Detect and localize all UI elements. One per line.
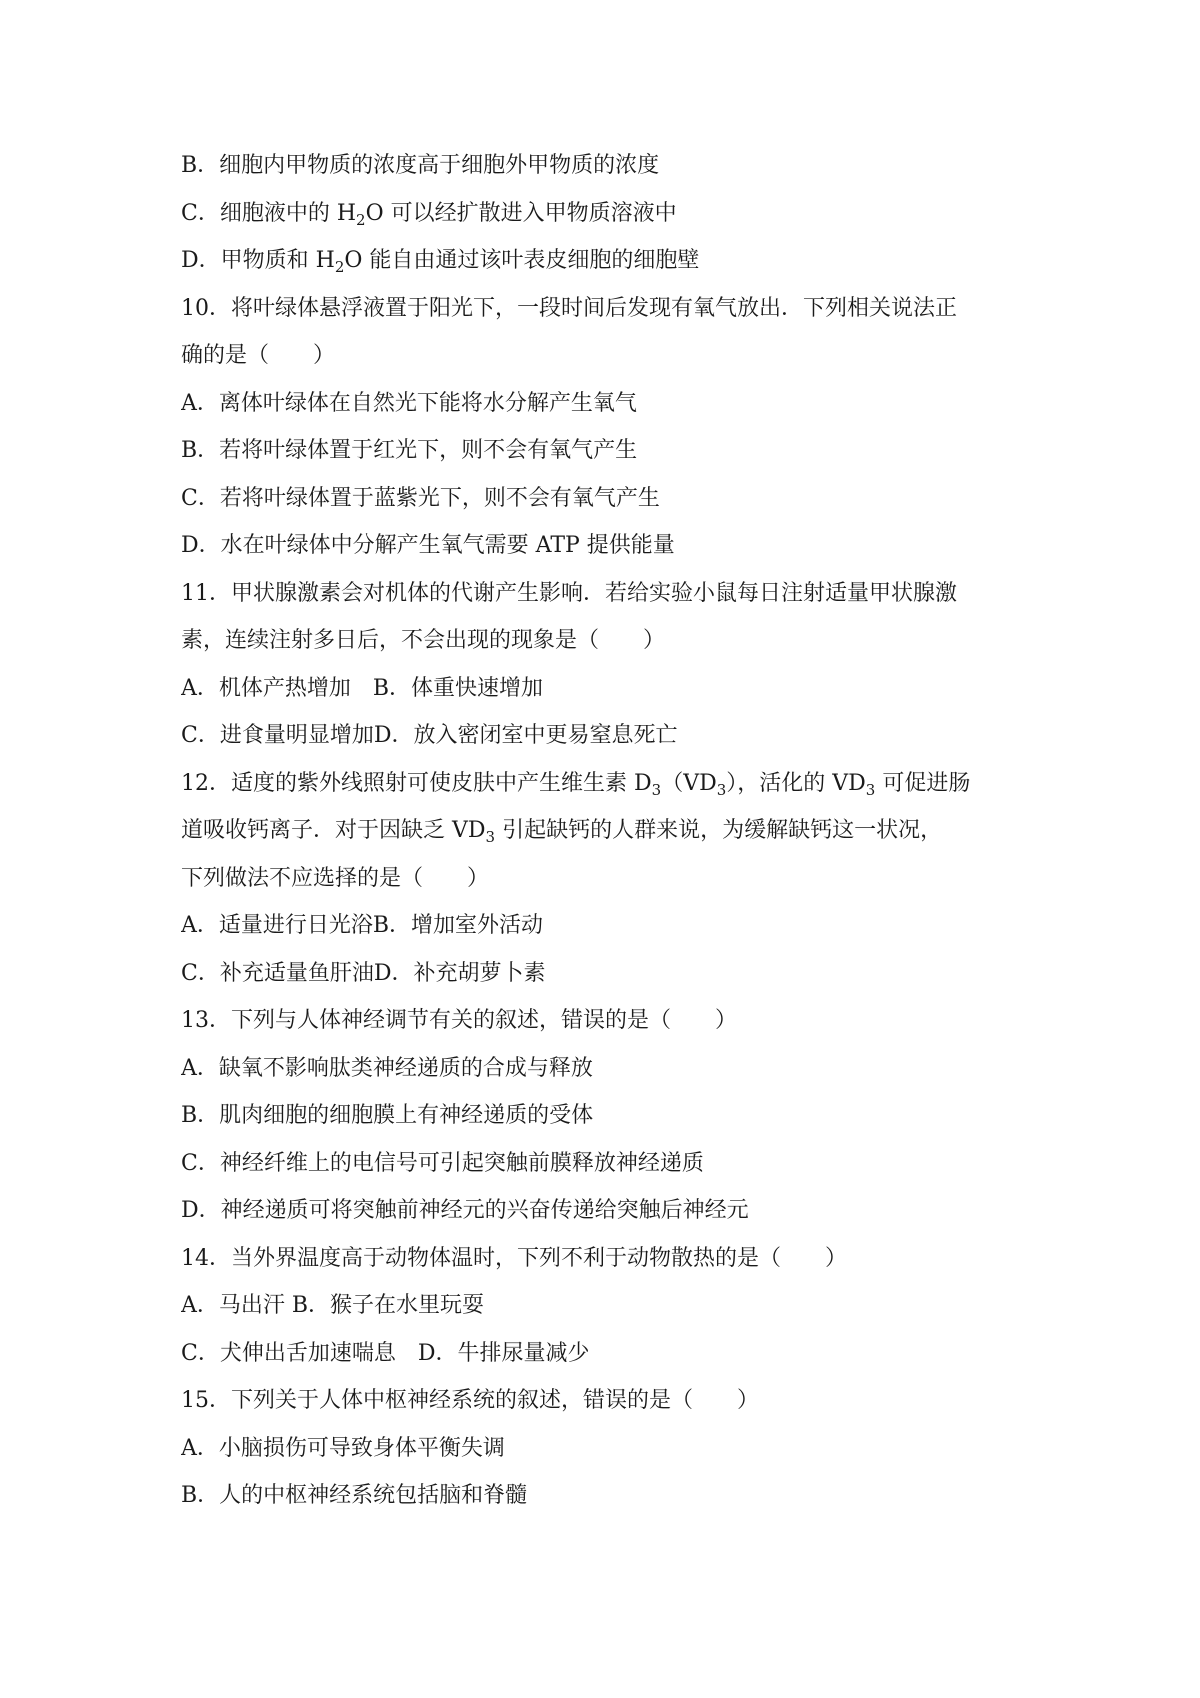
line-text: A．适量进行日光浴B．增加室外活动 (181, 913, 544, 938)
text-line (181, 1003, 1081, 1051)
line-text: 引起缺钙的人群来说，为缓解缺钙这一状况， (495, 818, 943, 843)
line-text: 14．当外界温度高于动物体温时，下列不利于动物散热的是（ ） (181, 1245, 847, 1271)
text-line (181, 291, 1081, 339)
line-text: 确的是（ ） (181, 343, 336, 368)
text-line (181, 1336, 1081, 1384)
text-line (181, 1241, 1081, 1289)
line-text: C．进食量明显增加D．放入密闭室中更易窒息死亡 (181, 723, 678, 748)
line-text: ），活化的 VD (726, 770, 866, 796)
text-line (181, 623, 1081, 671)
line-text: O 能自由通过该叶表皮细胞的细胞壁 (344, 248, 700, 273)
line-text: 素，连续注射多日后，不会出现的现象是（ ） (181, 628, 666, 653)
line-text: 11．甲状腺激素会对机体的代谢产生影响．若给实验小鼠每日注射适量甲状腺激 (181, 580, 957, 606)
line-text: B．若将叶绿体置于红光下，则不会有氧气产生 (181, 438, 638, 463)
text-line (181, 528, 1081, 576)
subscript-text: 3 (651, 780, 662, 799)
line-text: C．犬伸出舌加速喘息 D．牛排尿量减少 (181, 1340, 590, 1366)
subscript-text: 3 (865, 780, 876, 799)
line-text: A．马出汗 B．猴子在水里玩耍 (181, 1293, 485, 1318)
line-text: A．离体叶绿体在自然光下能将水分解产生氧气 (181, 390, 637, 416)
text-line (181, 861, 1081, 909)
text-line (181, 813, 1081, 861)
text-line (181, 338, 1081, 386)
text-line (181, 718, 1081, 766)
text-line (181, 243, 1081, 291)
line-text: A．小脑损伤可导致身体平衡失调 (181, 1435, 505, 1461)
text-line (181, 956, 1081, 1004)
text-line (181, 433, 1081, 481)
text-line (181, 196, 1081, 244)
text-line (181, 148, 1081, 196)
line-text: 13．下列与人体神经调节有关的叙述，错误的是（ ） (181, 1008, 737, 1033)
text-line (181, 766, 1081, 814)
text-line (181, 1288, 1081, 1336)
text-line (181, 1478, 1081, 1526)
text-line (181, 671, 1081, 719)
line-text: D．水在叶绿体中分解产生氧气需要 ATP 提供能量 (181, 533, 675, 558)
line-text: D．甲物质和 H (181, 248, 335, 273)
line-text: D．神经递质可将突触前神经元的兴奋传递给突触后神经元 (181, 1198, 749, 1223)
text-line (181, 1146, 1081, 1194)
subscript-text: 2 (334, 258, 345, 276)
line-text: 下列做法不应选择的是（ ） (181, 865, 490, 891)
text-line (181, 1051, 1081, 1099)
line-text: C．细胞液中的 H (181, 200, 357, 226)
line-text: B．细胞内甲物质的浓度高于细胞外甲物质的浓度 (181, 153, 660, 178)
line-text: B．肌肉细胞的细胞膜上有神经递质的受体 (181, 1103, 594, 1128)
line-text: 12．适度的紫外线照射可使皮肤中产生维生素 D (181, 770, 652, 796)
line-text: O 可以经扩散进入甲物质溶液中 (365, 200, 677, 226)
line-text: 15．下列关于人体中枢神经系统的叙述，错误的是（ ） (181, 1388, 759, 1413)
text-line (181, 386, 1081, 434)
line-text: C．若将叶绿体置于蓝紫光下，则不会有氧气产生 (181, 485, 660, 511)
line-text: B．人的中枢神经系统包括脑和脊髓 (181, 1483, 528, 1508)
line-text: （VD (661, 770, 717, 796)
line-text: 可促进肠 (875, 770, 971, 796)
line-text: C．神经纤维上的电信号可引起突触前膜释放神经递质 (181, 1150, 704, 1176)
text-line (181, 1431, 1081, 1479)
line-text: 道吸收钙离子．对于因缺乏 VD (181, 818, 486, 843)
line-text: 10．将叶绿体悬浮液置于阳光下，一段时间后发现有氧气放出．下列相关说法正 (181, 295, 957, 321)
subscript-text: 3 (716, 780, 727, 799)
text-line (181, 1193, 1081, 1241)
text-line (181, 1098, 1081, 1146)
text-line (181, 576, 1081, 624)
line-text: A．机体产热增加 B．体重快速增加 (181, 675, 544, 701)
text-line (181, 1383, 1081, 1431)
subscript-text: 3 (485, 828, 496, 846)
text-line (181, 908, 1081, 956)
text-line (181, 481, 1081, 529)
line-text: A．缺氧不影响肽类神经递质的合成与释放 (181, 1055, 593, 1081)
question-text-block (181, 148, 1081, 1526)
line-text: C．补充适量鱼肝油D．补充胡萝卜素 (181, 960, 546, 986)
subscript-text: 2 (356, 210, 366, 229)
